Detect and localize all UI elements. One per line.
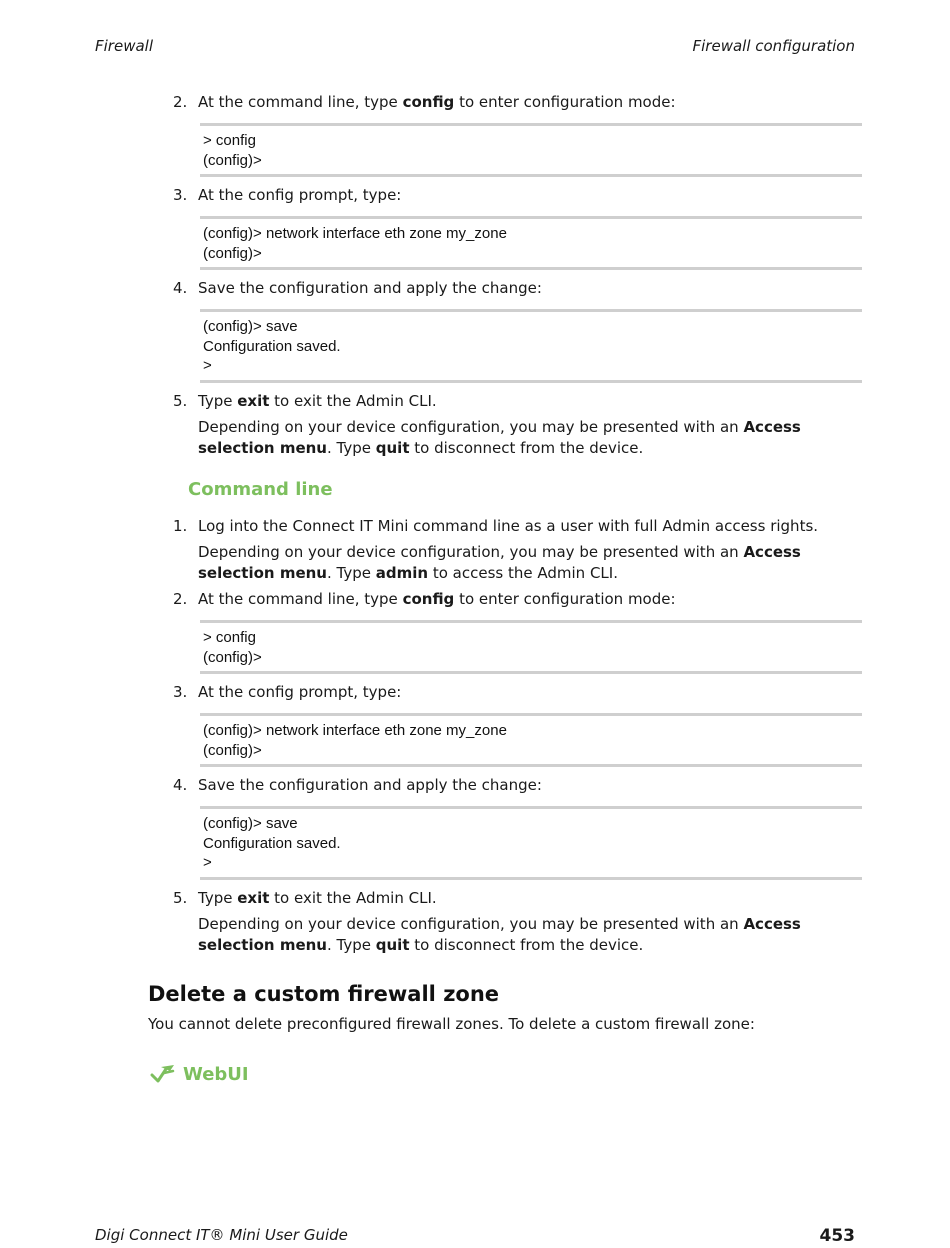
cl-step-2: 2. At the command line, type config to enter configuration mode: [173, 590, 676, 608]
running-header-right: Firewall configuration [692, 37, 855, 55]
step-4: 4. Save the configuration and apply the change: [173, 279, 542, 297]
webui-arrow-icon [150, 1063, 176, 1085]
webui-subheading: WebUI [150, 1063, 249, 1085]
running-header-left: Firewall [95, 37, 153, 55]
step-5: 5. Type exit to exit the Admin CLI. [173, 392, 437, 410]
footer-guide-title: Digi Connect IT® Mini User Guide [95, 1226, 348, 1244]
cl-code-block-config: > config (config)> [200, 620, 862, 674]
cl-step-4: 4. Save the configuration and apply the change: [173, 776, 542, 794]
section-title: Delete a custom firewall zone [148, 982, 500, 1006]
code-block-save: (config)> save Configuration saved. > [200, 309, 862, 383]
step-2: 2. At the command line, type config to enter configuration mode: [173, 93, 676, 111]
command-line-heading: Command line [188, 479, 333, 500]
cl-code-block-zone: (config)> network interface eth zone my_zone (config)> [200, 713, 862, 767]
page-number: 453 [819, 1226, 855, 1246]
section-intro: You cannot delete preconfigured firewall zones. To delete a custom firewall zone: [148, 1015, 755, 1033]
cl-quit-note: Depending on your device configuration, you may be presented with an Access selection menu. Type quit to disconnect from the device. [198, 915, 801, 954]
cl-step-3: 3. At the config prompt, type: [173, 683, 402, 701]
cl-step-1: 1. Log into the Connect IT Mini command line as a user with full Admin access rights. [173, 517, 819, 535]
code-block-config: > config (config)> [200, 123, 862, 177]
cl-access-menu-note: Depending on your device configuration, you may be presented with an Access selection menu. Type admin to access the Admin CLI. [198, 543, 801, 582]
step-3: 3. At the config prompt, type: [173, 186, 402, 204]
cl-step-5: 5. Type exit to exit the Admin CLI. [173, 889, 437, 907]
cl-code-block-save: (config)> save Configuration saved. > [200, 806, 862, 880]
access-menu-note: Depending on your device configuration, you may be presented with an Access selection menu. Type quit to disconnect from the device. [198, 418, 801, 457]
code-block-zone: (config)> network interface eth zone my_zone (config)> [200, 216, 862, 270]
